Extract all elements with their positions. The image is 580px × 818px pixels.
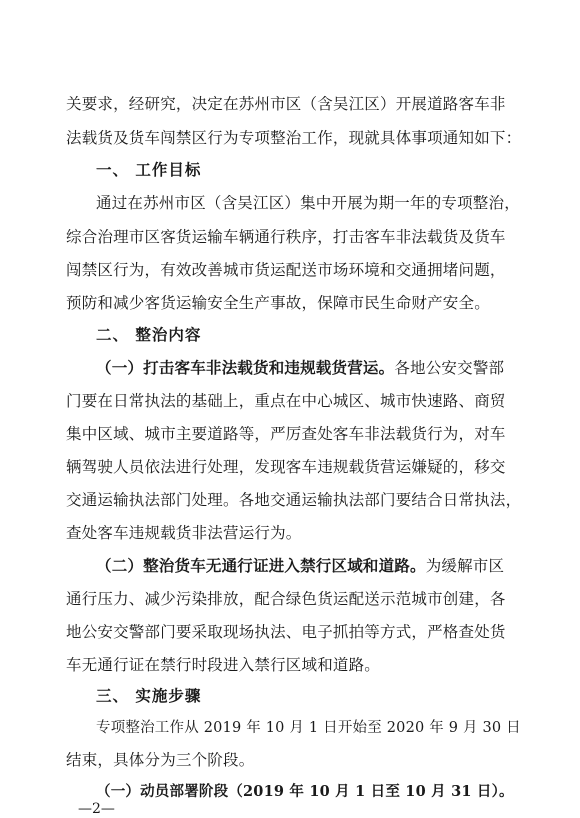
body-text-line: 通行压力、减少污染排放，配合绿色货运配送示范城市创建，各 bbox=[66, 590, 506, 608]
body-text-line bbox=[96, 556, 526, 576]
body-text-line: 结束，具体分为三个阶段。 bbox=[66, 751, 255, 769]
subsection-text: 各地公安交警部 bbox=[394, 359, 505, 377]
body-text-line: 辆驾驶人员依法进行处理，发现客车违规载货营运嫌疑的，移交 bbox=[66, 458, 506, 476]
subsection-heading-3: （一）动员部署阶段（2019 年 10 月 1 日至 10 月 31 日）。 bbox=[96, 783, 514, 800]
body-text-line: 门要在日常执法的基础上，重点在中心城区、城市快速路、商贸 bbox=[66, 392, 506, 410]
body-text-line: 专项整治工作从 2019 年 10 月 1 日开始至 2020 年 9 月 30 日 bbox=[96, 720, 521, 736]
section-heading-steps: 三、 实施步骤 bbox=[96, 687, 202, 705]
body-text-line: 预防和减少客货运输安全生产事故，保障市民生命财产安全。 bbox=[66, 294, 490, 312]
section-heading-goals: 一、 工作目标 bbox=[96, 161, 202, 179]
body-text-line bbox=[96, 358, 526, 378]
body-text-line: 地公安交警部门要采取现场执法、电子抓拍等方式，严格查处货 bbox=[66, 623, 506, 641]
section-heading-content: 二、 整治内容 bbox=[96, 326, 202, 344]
body-text-line: 通过在苏州市区（含吴江区）集中开展为期一年的专项整治， bbox=[96, 194, 520, 212]
body-text-line: 综合治理市区客货运输车辆通行秩序，打击客车非法载货及货车 bbox=[66, 228, 506, 246]
body-text-line: 闯禁区行为，有效改善城市货运配送市场环境和交通拥堵问题， bbox=[66, 261, 506, 279]
body-text-line: 关要求，经研究，决定在苏州市区（含吴江区）开展道路客车非 bbox=[66, 95, 506, 113]
body-text-line: 车无通行证在禁行时段进入禁行区域和道路。 bbox=[66, 656, 381, 674]
body-text-line: 法载货及货车闯禁区行为专项整治工作，现就具体事项通知如下： bbox=[66, 129, 522, 147]
body-text-line: 查处客车违规载货非法营运行为。 bbox=[66, 524, 302, 542]
subsection-text: 为缓解市区 bbox=[425, 557, 505, 575]
page-number: —2— bbox=[78, 801, 115, 817]
subsection-heading-2: （二）整治货车无通行证进入禁行区域和道路。 bbox=[96, 556, 426, 575]
body-text-line: 交通运输执法部门处理。各地交通运输执法部门要结合日常执法， bbox=[66, 491, 522, 509]
body-text-line: 集中区域、城市主要道路等，严厉查处客车非法载货行为，对车 bbox=[66, 425, 506, 443]
subsection-heading-1: （一）打击客车非法载货和违规载货营运。 bbox=[96, 358, 395, 377]
